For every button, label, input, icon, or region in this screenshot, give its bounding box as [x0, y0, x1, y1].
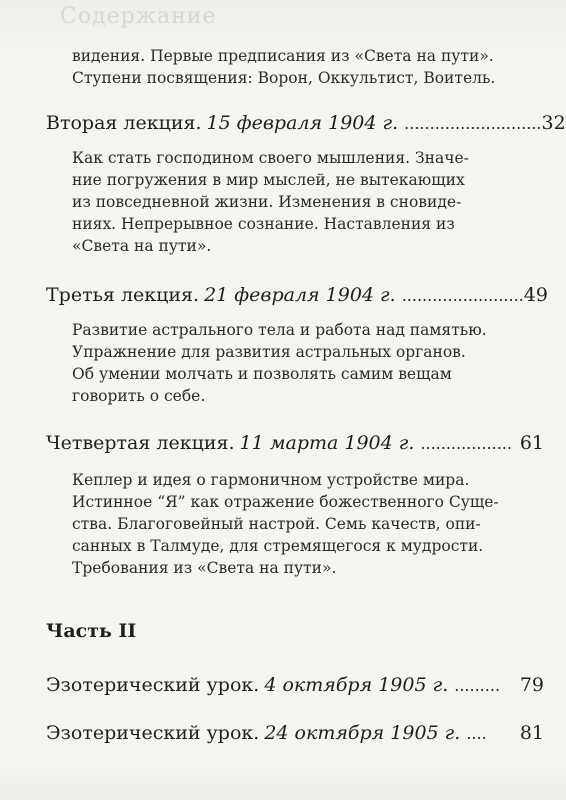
- description-line: Упражнение для развития астральных органов.: [72, 343, 466, 361]
- entry-date: 15 февраля 1904 г.: [206, 112, 399, 134]
- description-line: Кеплер и идея о гармоничном устройстве мира.: [72, 471, 470, 489]
- entry-page-number: 32: [541, 112, 566, 134]
- dot-leader: ...........................: [404, 114, 542, 133]
- toc-entry[interactable]: [46, 722, 544, 744]
- entry-title: Эзотерический урок.: [46, 674, 260, 696]
- entry-title: Третья лекция.: [46, 284, 200, 306]
- toc-entry[interactable]: [46, 284, 548, 306]
- description-line: видения. Первые предписания из «Света на пути».: [72, 47, 494, 65]
- entry-date: 11 марта 1904 г.: [239, 432, 415, 454]
- entry-date: 4 октября 1905 г.: [264, 674, 449, 696]
- entry-page-number: 79: [519, 674, 544, 696]
- dot-leader: .........: [454, 676, 501, 695]
- page-header-title: Содержание: [60, 4, 217, 29]
- toc-entry[interactable]: [46, 674, 544, 696]
- description-line: ства. Благоговейный настрой. Семь качеств, опи-: [72, 515, 481, 533]
- description-line: из повседневной жизни. Изменения в сновиде-: [72, 193, 462, 211]
- dot-leader: ....: [466, 724, 487, 743]
- toc-entry[interactable]: [46, 432, 544, 454]
- entry-title: Эзотерический урок.: [46, 722, 260, 744]
- description-line: ние погружения в мир мыслей, не вытекающих: [72, 171, 465, 189]
- entry-page-number: 61: [519, 432, 544, 454]
- entry-title: Вторая лекция.: [46, 112, 202, 134]
- description-line: Требования из «Света на пути».: [72, 559, 337, 577]
- dot-leader: ..................: [420, 434, 512, 453]
- part-heading: Часть II: [46, 620, 137, 642]
- description-line: ниях. Непрерывное сознание. Наставления из: [72, 215, 455, 233]
- description-line: говорить о себе.: [72, 387, 206, 405]
- description-line: Как стать господином своего мышления. Значе-: [72, 149, 469, 167]
- description-line: «Света на пути».: [72, 237, 212, 255]
- toc-entry[interactable]: [46, 112, 566, 134]
- description-line: Об умении молчать и позволять самим вещам: [72, 365, 452, 383]
- description-line: Развитие астрального тела и работа над памятью.: [72, 321, 487, 339]
- description-line: санных в Талмуде, для стремящегося к мудрости.: [72, 537, 484, 555]
- description-line: Ступени посвящения: Ворон, Оккультист, Воитель.: [72, 69, 496, 87]
- dot-leader: ........................: [401, 286, 524, 305]
- entry-page-number: 49: [523, 284, 548, 306]
- entry-title: Четвертая лекция.: [46, 432, 235, 454]
- entry-page-number: 81: [519, 722, 544, 744]
- description-line: Истинное “Я” как отражение божественного Суще-: [72, 493, 499, 511]
- entry-date: 21 февраля 1904 г.: [204, 284, 396, 306]
- entry-date: 24 октября 1905 г.: [264, 722, 461, 744]
